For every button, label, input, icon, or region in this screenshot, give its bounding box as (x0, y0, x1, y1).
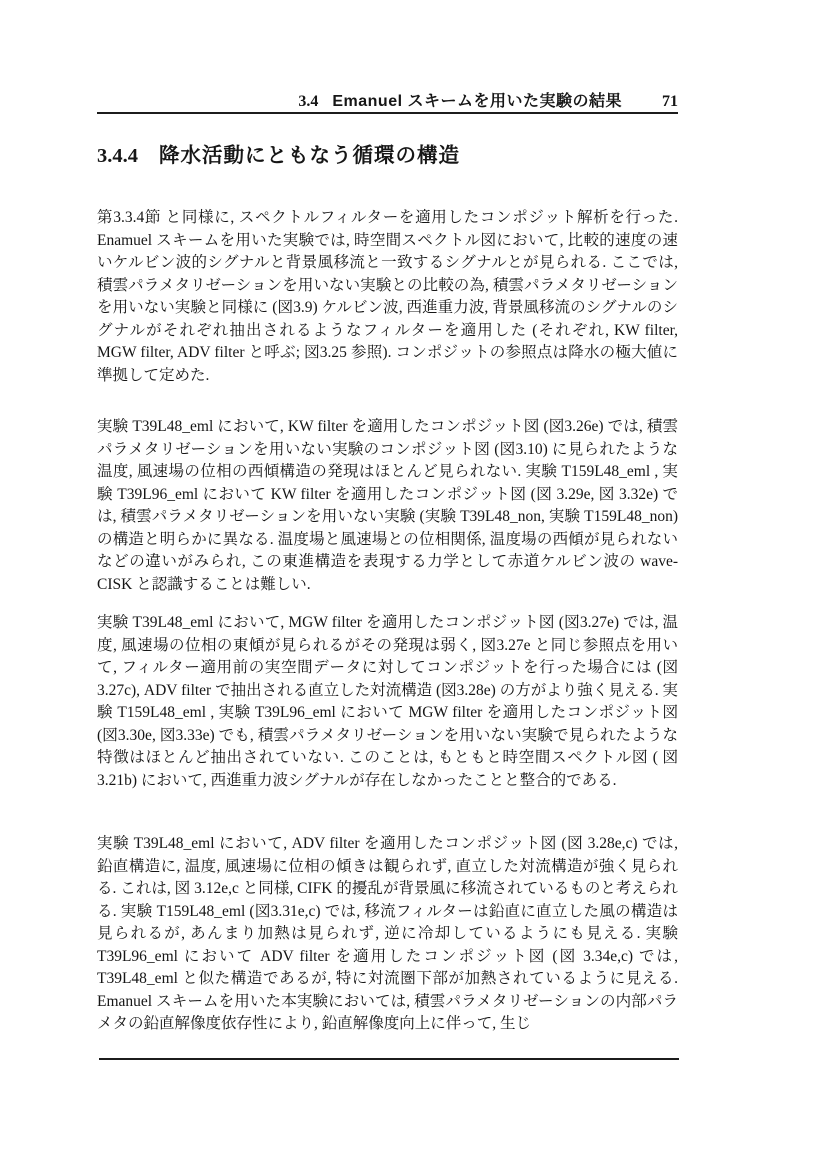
header-rule (97, 112, 678, 114)
body-paragraph-2: 実験 T39L48_eml において, KW filter を適用したコンポジット図 (図3.26e) では, 積雲パラメタリゼーションを用いない実験のコンポジット図 (図3.10) に見られたような温度, 風速場の位相の西傾構造の発現はほとんど見られない. 実験 T159L48_eml , 実験 T39L96_eml において KW filter を適用したコンポジット図 (図 3.29e, 図 3.32e) では, 積雲パラメタリゼーションを用いない実験 (実験 T39L48_non, 実験 T159L48_non) の構造と明らかに異なる. 温度場と風速場との位相関係, 温度場の西傾が見られないなどの違いがみられ, この東進構造を表現する力学として赤道ケルビン波の wave-CISK と認識することは難しい. (97, 418, 678, 593)
body-paragraph-4: 実験 T39L48_eml において, ADV filter を適用したコンポジット図 (図 3.28e,c) では, 鉛直構造に, 温度, 風速場に位相の傾きは観られず, 直立した対流構造が強く見られる. これは, 図 3.12e,c と同様, CIFK 的擾乱が背景風に移流されているものと考えられる. 実験 T159L48_eml (図3.31e,c) では, 移流フィルターは鉛直に直立した風の構造は見られるが, あんまり加熱は見られず, 逆に冷却しているようにも見える. 実験 T39L96_eml において ADV filter を適用したコンポジット図 (図 3.34e,c) では, T39L48_eml と似た構造であるが, 特に対流圏下部が加熱されているように見える. Emanuel スキームを用いた本実験においては, 積雲パラメタリゼーションの内部パラメタの鉛直解像度依存性により, 鉛直解像度向上に伴って, 生じ (97, 835, 678, 1032)
body-paragraph-3: 実験 T39L48_eml において, MGW filter を適用したコンポジット図 (図3.27e) では, 温度, 風速場の位相の東傾が見られるがその発現は弱く, 図3.27e と同じ参照点を用いて, フィルター適用前の実空間データに対してコンポジットを行った場合には (図3.27c), ADV filter で抽出される直立した対流構造 (図3.28e) の方がより強く見える. 実験 T159L48_eml , 実験 T39L96_eml において MGW filter を適用したコンポジット図 (図3.30e, 図3.33e) でも, 積雲パラメタリゼーションを用いない実験で見られたような特徴はほとんど抽出されていない. このことは, もともと時空間スペクトル図 ( 図3.21b) において, 西進重力波シグナルが存在しなかったことと整合的である. (97, 614, 678, 789)
section-heading-title: 降水活動にともなう循環の構造 (159, 144, 460, 167)
section-heading-number: 3.4.4 (97, 145, 138, 167)
header-page-number: 71 (662, 93, 678, 110)
body-paragraph-1: 第3.3.4節 と同様に, スペクトルフィルターを適用したコンポジット解析を行った. Enamuel スキームを用いた実験では, 時空間スペクトル図において, 比較的速度の速いケルビン波的シグナルと背景風移流と一致するシグナルとが見られる. ここでは, 積雲パラメタリゼーションを用いない実験との比較の為, 積雲パラメタリゼーションを用いない実験と同様に (図3.9) ケルビン波, 西進重力波, 背景風移流のシグナルのシグナルがそれぞれ抽出されるようなフィルターを適用した (それぞれ, KW filter, MGW filter, ADV filter と呼ぶ; 図3.25 参照). コンポジットの参照点は降水の極大値に準拠して定めた. (97, 209, 678, 384)
footer-rule (99, 1058, 679, 1060)
page-header (97, 88, 678, 111)
section-heading (97, 138, 460, 168)
header-section-number: 3.4 (298, 93, 319, 110)
header-section-title: Emanuel スキームを用いた実験の結果 (332, 93, 622, 110)
